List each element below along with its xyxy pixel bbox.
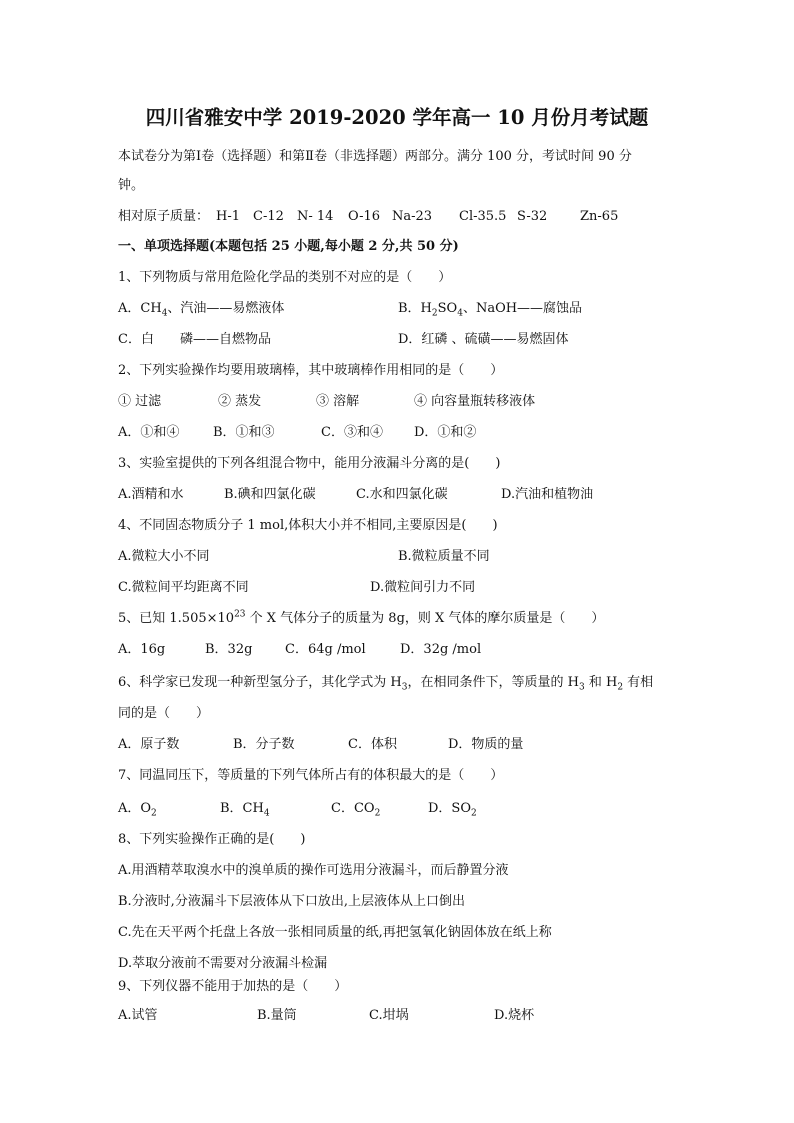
atomic-mass: C-12 xyxy=(253,209,284,224)
q2-operation: ② 蒸发 xyxy=(218,394,262,409)
atomic-mass: H-1 xyxy=(216,209,241,224)
question-6-stem: 6、科学家已发现一种新型氢分子，其化学式为 $H_3$，在相同条件下，等质量的 $H_3$ 和 $H_2$ 有相 xyxy=(118,675,654,693)
atomic-mass: Cl-35.5 xyxy=(459,209,507,224)
question-4-stem: 4、不同固态物质分子 1 mol,体积大小并不相同,主要原因是( ) xyxy=(118,518,498,533)
q5-option-a: A．16g xyxy=(118,642,166,657)
q3-option-d: D.汽油和植物油 xyxy=(501,487,594,502)
q8-option-d: D.萃取分液前不需要对分液漏斗检漏 xyxy=(118,956,328,971)
q9-option-a: A.试管 xyxy=(118,1008,158,1023)
q7-option-a: A．$O_2$ xyxy=(118,801,157,819)
q2-option-d: D．①和② xyxy=(414,425,477,440)
q8-option-b: B.分液时,分液漏斗下层液体从下口放出,上层液体从上口倒出 xyxy=(118,894,465,909)
q2-option-b: B．①和③ xyxy=(213,425,275,440)
question-9-stem: 9、下列仪器不能用于加热的是（ ） xyxy=(118,979,348,994)
q2-operation: ④ 向容量瓶转移液体 xyxy=(414,394,536,409)
exam-title: 四川省雅安中学 2019-2020 学年高一 10 月份月考试题 xyxy=(145,106,649,129)
q9-option-d: D.烧杯 xyxy=(494,1008,535,1023)
q8-option-a: A.用酒精萃取溴水中的溴单质的操作可选用分液漏斗，而后静置分液 xyxy=(118,863,509,878)
q6-option-b: B．分子数 xyxy=(233,737,295,752)
atomic-mass: Zn-65 xyxy=(580,209,619,224)
q4-option-c: C.微粒间平均距离不同 xyxy=(118,580,249,595)
q6-option-a: A．原子数 xyxy=(118,737,180,752)
atomic-masses-label: 相对原子质量： xyxy=(118,209,210,224)
atomic-mass: N- 14 xyxy=(297,209,334,224)
q7-option-b: B．$CH_4$ xyxy=(220,801,270,819)
q1-option-c: C．白 磷——自燃物品 xyxy=(118,332,271,347)
q4-option-a: A.微粒大小不同 xyxy=(118,549,210,564)
q3-option-a: A.酒精和水 xyxy=(118,487,184,502)
intro-line-2: 钟。 xyxy=(118,178,145,193)
q5-option-d: D．32g /mol xyxy=(400,642,482,657)
q5-option-c: C．64g /mol xyxy=(285,642,366,657)
question-7-stem: 7、同温同压下，等质量的下列气体所占有的体积最大的是（ ） xyxy=(118,768,504,783)
q6-option-c: C．体积 xyxy=(348,737,397,752)
q2-option-c: C．③和④ xyxy=(321,425,383,440)
q5-option-b: B．32g xyxy=(205,642,253,657)
section-heading: 一、单项选择题(本题包括 25 小题,每小题 2 分,共 50 分) xyxy=(118,239,459,254)
q9-option-b: B.量筒 xyxy=(257,1008,297,1023)
q7-option-c: C．$CO_2$ xyxy=(331,801,381,819)
question-1-stem: 1、下列物质与常用危险化学品的类别不对应的是（ ） xyxy=(118,270,452,285)
question-6-stem-cont: 同的是（ ） xyxy=(118,706,210,721)
q4-option-d: D.微粒间引力不同 xyxy=(370,580,476,595)
question-5-stem: 5、已知 $1.505\times 10^{23}$ 个 X 气体分子的质量为 8g，则 X 气体的摩尔质量是（ ） xyxy=(118,609,605,626)
q7-option-d: D．$SO_2$ xyxy=(428,801,477,819)
intro-line-1: 本试卷分为第Ⅰ卷（选择题）和第Ⅱ卷（非选择题）两部分。满分 100 分，考试时间 90 分 xyxy=(118,149,632,164)
q1-option-a: A．$CH_4$、汽油——易燃液体 xyxy=(118,301,285,319)
atomic-mass: S-32 xyxy=(517,209,548,224)
q4-option-b: B.微粒质量不同 xyxy=(398,549,490,564)
q8-option-c: C.先在天平两个托盘上各放一张相同质量的纸,再把氢氧化钠固体放在纸上称 xyxy=(118,925,552,940)
atomic-mass: Na-23 xyxy=(392,209,433,224)
atomic-mass: O-16 xyxy=(348,209,381,224)
question-2-stem: 2、下列实验操作均要用玻璃棒，其中玻璃棒作用相同的是（ ） xyxy=(118,363,504,378)
question-8-stem: 8、下列实验操作正确的是( ) xyxy=(118,832,306,847)
q1-option-d: D．红磷 、硫磺——易燃固体 xyxy=(398,332,569,347)
q3-option-b: B.碘和四氯化碳 xyxy=(224,487,316,502)
question-3-stem: 3、实验室提供的下列各组混合物中，能用分液漏斗分离的是( ) xyxy=(118,456,501,471)
q2-operation: ③ 溶解 xyxy=(316,394,360,409)
q6-option-d: D．物质的量 xyxy=(448,737,524,752)
q1-option-b: B．$H_2SO_4$、NaOH——腐蚀品 xyxy=(398,301,583,319)
q2-operation: ① 过滤 xyxy=(118,394,162,409)
q2-option-a: A．①和④ xyxy=(118,425,180,440)
q9-option-c: C.坩埚 xyxy=(369,1008,409,1023)
q3-option-c: C.水和四氯化碳 xyxy=(356,487,448,502)
